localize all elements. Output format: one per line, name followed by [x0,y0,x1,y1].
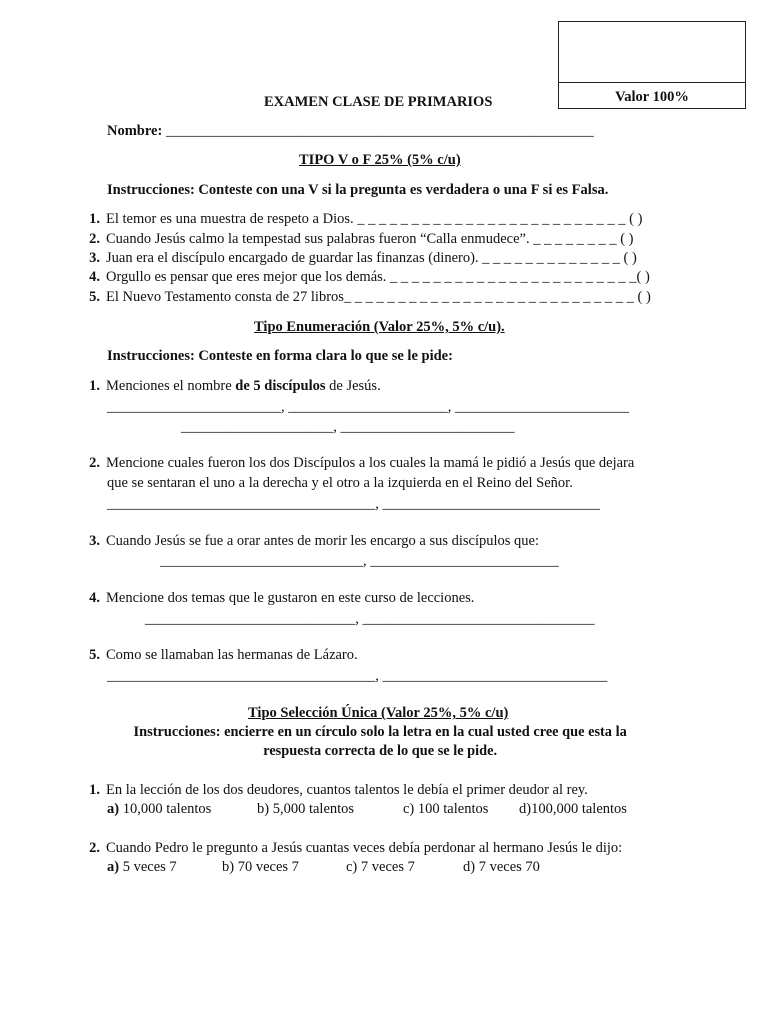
item-number: 2. [89,840,100,856]
question-text: Menciones el nombre [106,378,236,394]
item-number: 1. [89,211,100,227]
tf-item-5 [80,288,651,306]
question-text: Como se llamaban las hermanas de Lázaro. [106,647,358,663]
item-number: 4. [89,590,100,606]
section1-instructions: Instrucciones: Conteste con una V si la pregunta es verdadera o una F si es Falsa. [107,182,609,198]
item-number: 4. [89,269,100,285]
option-letter: a) [107,859,120,875]
section2-heading: Tipo Enumeración (Valor 25%, 5% c/u). [254,319,505,335]
option-c[interactable]: c) 100 talentos [403,801,489,817]
item-number: 3. [89,250,100,266]
enum-question-4 [80,589,474,607]
option-letter: a) [107,801,120,817]
question-text-line2: que se sentaran el uno a la derecha y el otro a la izquierda en el Reino del Señor. [107,475,573,491]
option-text: 10,000 talentos [119,801,212,817]
item-text: Cuando Jesús calmo la tempestad sus palabras fueron “Calla enmudece”. _ _ _ _ _ _ _ _ ( ) [106,231,634,247]
answer-blank[interactable]: _____________________________, ________________________________ [145,611,595,627]
option-a[interactable] [107,858,177,876]
section3-instructions-line2: respuesta correcta de lo que se le pide. [263,743,498,759]
enum-question-3 [80,532,539,550]
item-number: 2. [89,455,100,471]
item-text: Orgullo es pensar que eres mejor que los demás. _ _ _ _ _ _ _ _ _ _ _ _ _ _ _ _ _ _ _ _ _ _ _( ) [106,269,650,285]
score-label: Valor 100% [615,89,689,105]
option-b[interactable]: b) 70 veces 7 [222,859,299,875]
answer-blank[interactable]: _____________________, ________________________ [181,419,515,435]
name-label: Nombre: [107,123,163,139]
item-text: El temor es una muestra de respeto a Dios. _ _ _ _ _ _ _ _ _ _ _ _ _ _ _ _ _ _ _ _ _ _ _ _ _ ( ) [106,211,643,227]
question-text: Cuando Jesús se fue a orar antes de morir les encargo a sus discípulos que: [106,533,540,549]
score-box [558,21,746,109]
tf-item-3 [80,249,637,267]
answer-blank[interactable]: _____________________________________, _______________________________ [107,668,608,684]
answer-blank[interactable]: ____________________________, __________________________ [160,553,559,569]
question-text: Cuando Pedro le pregunto a Jesús cuantas veces debía perdonar al hermano Jesús le dijo: [106,840,623,856]
item-text: El Nuevo Testamento consta de 27 libros_ _ _ _ _ _ _ _ _ _ _ _ _ _ _ _ _ _ _ _ _ _ _ _ _ _ _ ( ) [106,289,651,305]
tf-item-1 [80,210,642,228]
option-c[interactable]: c) 7 veces 7 [346,859,415,875]
tf-item-4 [80,268,650,286]
score-box-divider [559,82,745,83]
item-number: 2. [89,231,100,247]
item-number: 1. [89,782,100,798]
enum-question-1 [80,377,381,395]
question-text: En la lección de los dos deudores, cuantos talentos le debía el primer deudor al rey. [106,782,588,798]
item-number: 3. [89,533,100,549]
option-b[interactable]: b) 5,000 talentos [257,801,355,817]
question-text: Mencione cuales fueron los dos Discípulos a los cuales la mamá le pidió a Jesús que dejara [106,455,635,471]
option-d[interactable]: d)100,000 talentos [519,801,627,817]
question-emphasis: de 5 discípulos [235,378,326,394]
name-line [107,122,594,140]
section1-heading: TIPO V o F 25% (5% c/u) [299,152,461,168]
section2-instructions: Instrucciones: Conteste en forma clara lo que se le pide: [107,348,453,364]
option-text: 5 veces 7 [119,859,177,875]
item-number: 5. [89,647,100,663]
enum-question-5 [80,646,358,664]
item-text: Juan era el discípulo encargado de guardar las finanzas (dinero). _ _ _ _ _ _ _ _ _ _ _ _ _ ( ) [106,250,637,266]
question-text: Mencione dos temas que le gustaron en este curso de lecciones. [106,590,475,606]
enum-question-2 [80,454,634,472]
choice-question-1 [80,781,588,799]
item-number: 5. [89,289,100,305]
section3-instructions-line1: Instrucciones: encierre en un círculo solo la letra en la cual usted cree que esta la [133,724,627,740]
option-a[interactable] [107,800,211,818]
answer-blank[interactable]: ________________________, ______________________, ________________________ [107,399,629,415]
question-text-end: de Jesús. [325,378,381,394]
item-number: 1. [89,378,100,394]
option-d[interactable]: d) 7 veces 70 [463,859,540,875]
name-blank[interactable]: ___________________________________________________________ [165,123,594,139]
answer-blank[interactable]: _____________________________________, ______________________________ [107,496,600,512]
choice-question-2 [80,839,622,857]
section3-heading: Tipo Selección Única (Valor 25%, 5% c/u) [248,705,509,721]
exam-title: EXAMEN CLASE DE PRIMARIOS [264,94,493,110]
tf-item-2 [80,230,634,248]
